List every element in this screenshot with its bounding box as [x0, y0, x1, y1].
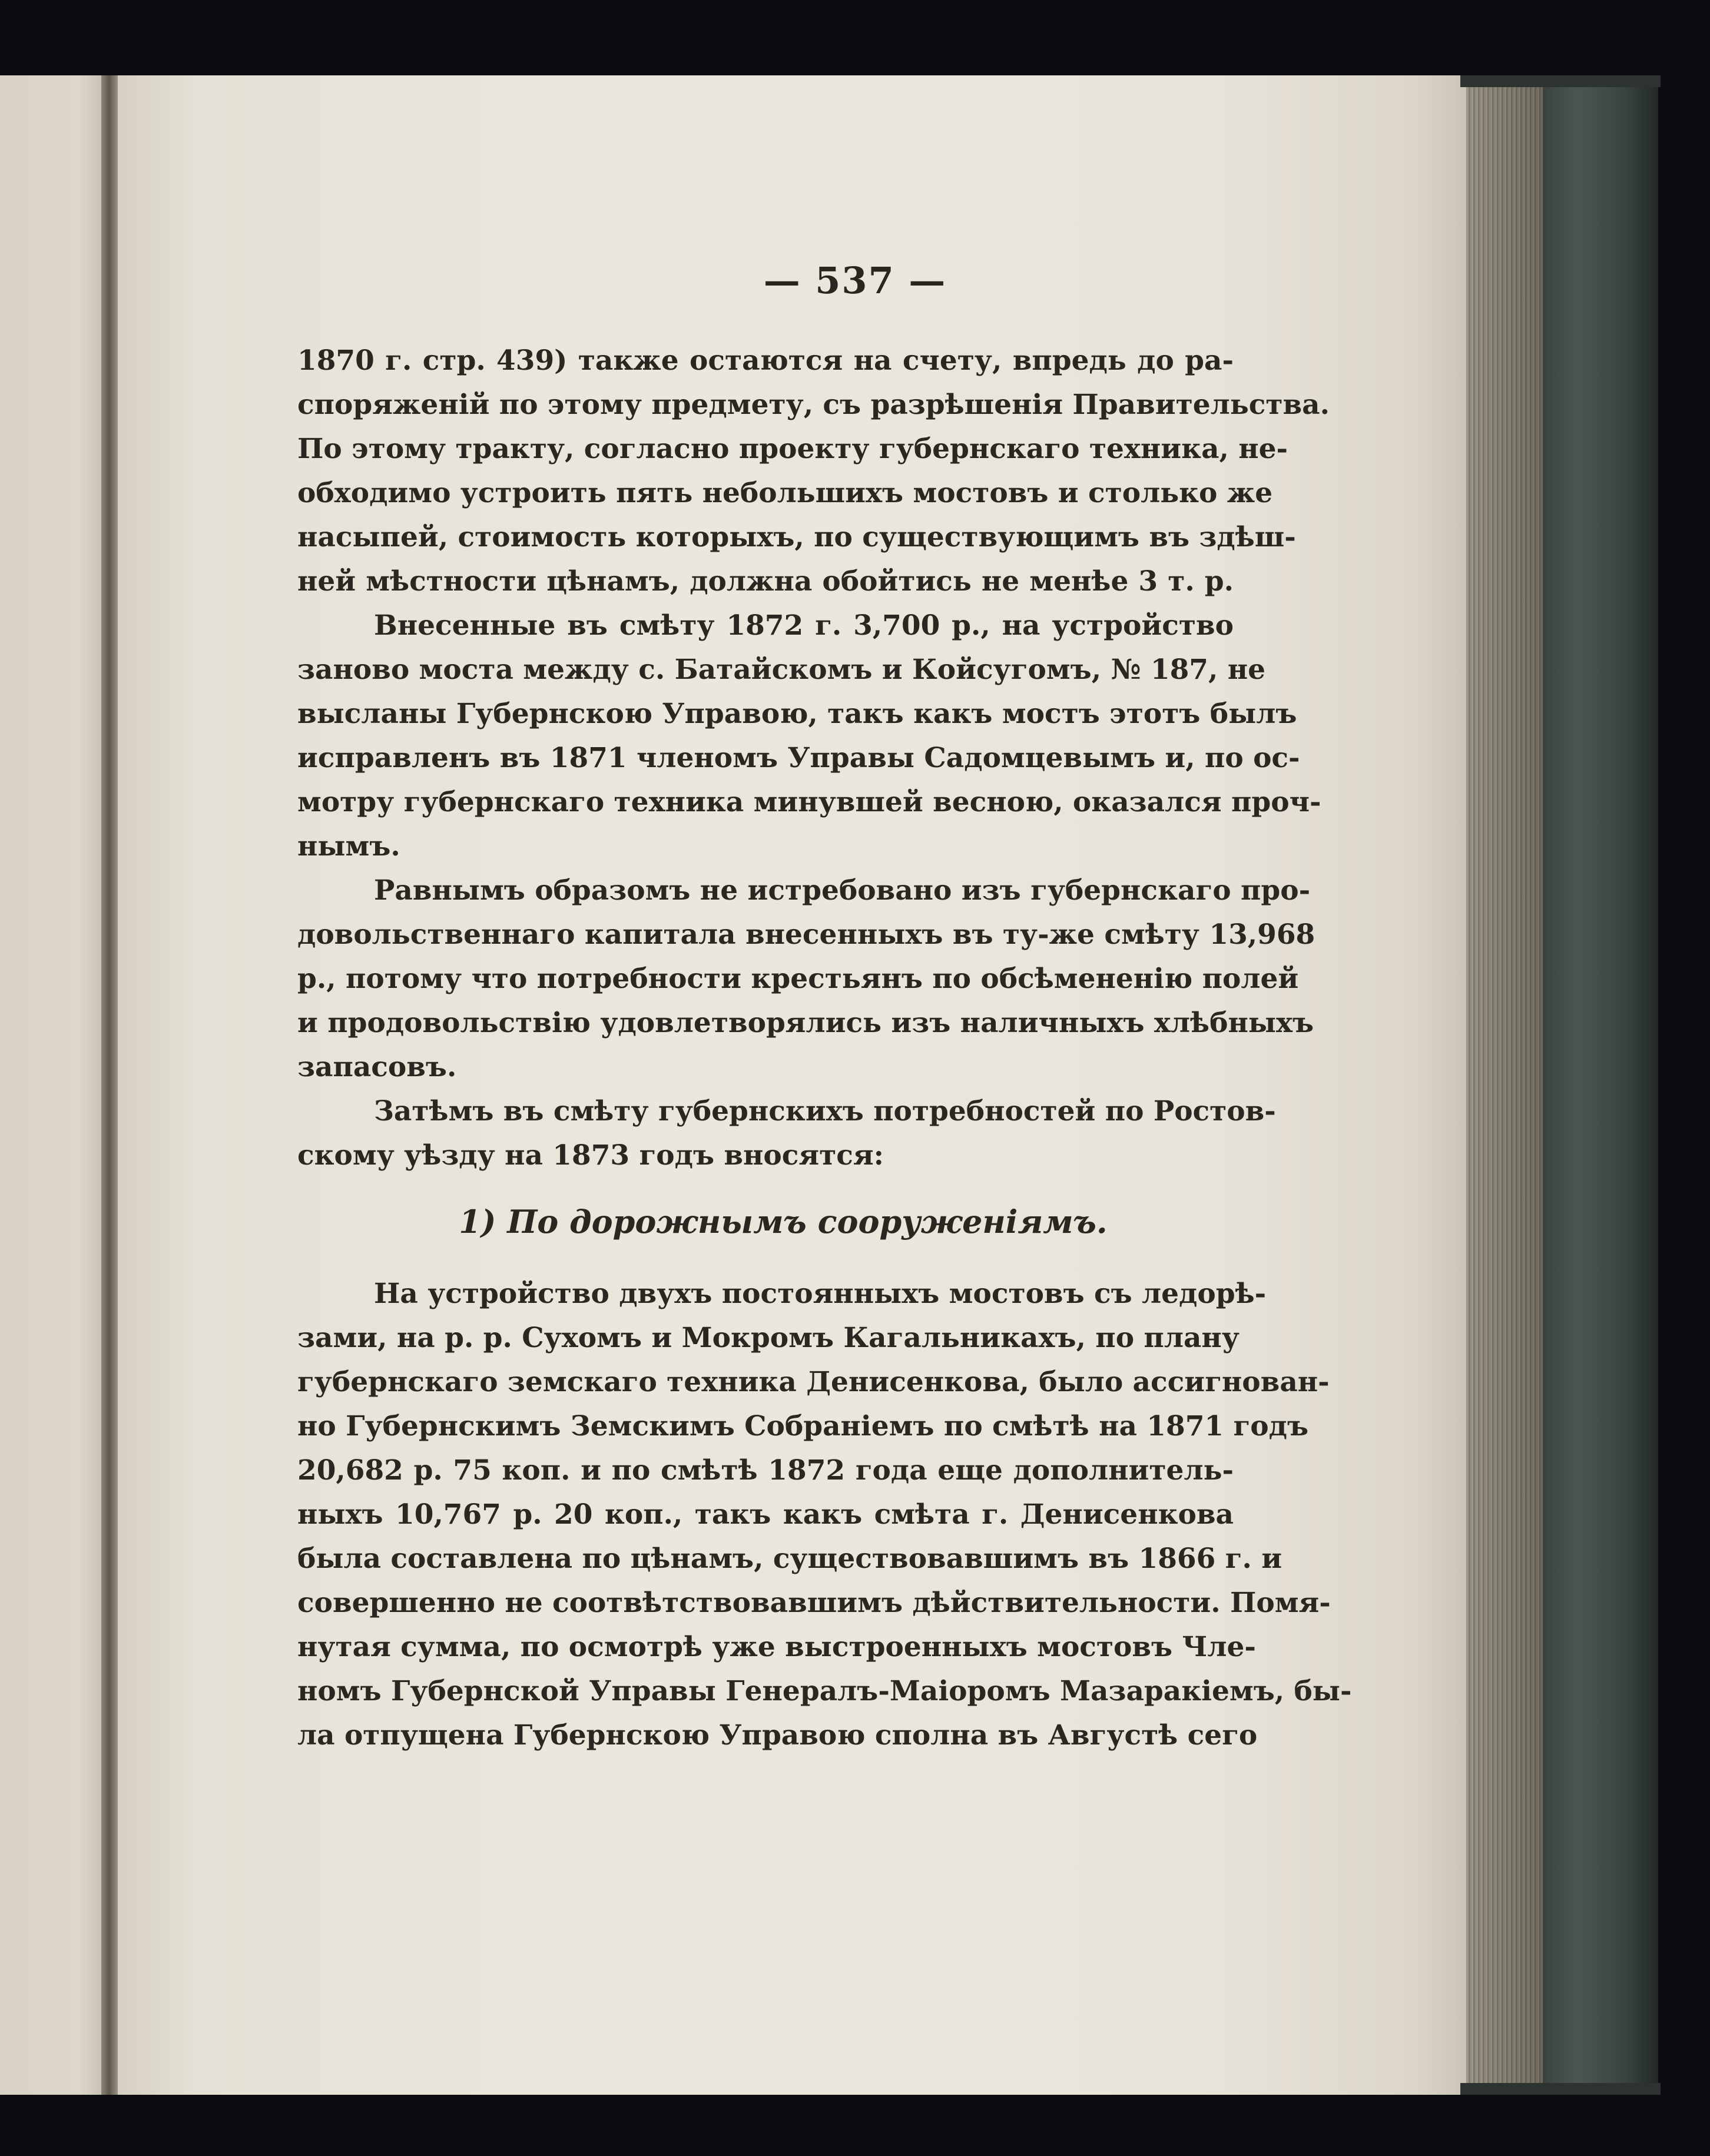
text-line: На устройство двухъ постоянныхъ мостовъ съ ледорѣ- — [374, 1278, 1267, 1310]
previous-page-edge — [0, 75, 112, 2095]
text-line: и продовольствію удовлетворялись изъ наличныхъ хлѣбныхъ — [297, 1007, 1314, 1039]
text-line: нутая сумма, по осмотрѣ уже выстроенныхъ мостовъ Чле- — [297, 1631, 1256, 1663]
section-heading: 1) По дорожнымъ сооруженіямъ. — [459, 1203, 1108, 1240]
cover-bottom-edge — [1460, 2083, 1661, 2095]
text-line: запасовъ. — [297, 1051, 457, 1083]
text-line: высланы Губернскою Управою, такъ какъ мостъ этотъ былъ — [297, 698, 1297, 730]
body-text — [297, 339, 1352, 1757]
text-line: ней мѣстности цѣнамъ, должна обойтись не менѣе 3 т. р. — [297, 565, 1234, 598]
text-line: р., потому что потребности крестьянъ по обсѣмененію полей — [297, 963, 1299, 995]
text-line: ла отпущена Губернскою Управою сполна въ Августѣ сего — [297, 1719, 1258, 1752]
book-gutter — [101, 75, 119, 2095]
text-line: насыпей, стоимость которыхъ, по существующимъ въ здѣш- — [297, 521, 1296, 553]
heading-spacer — [297, 1266, 1234, 1272]
text-line: 1870 г. стр. 439) также остаются на счету, впредь до ра- — [297, 344, 1234, 377]
text-line: исправленъ въ 1871 членомъ Управы Садомцевымъ и, по ос- — [297, 742, 1300, 774]
text-line: номъ Губернской Управы Генералъ-Маіоромъ Мазаракіемъ, бы- — [297, 1675, 1352, 1707]
text-line: довольственнаго капитала внесенныхъ въ ту-же смѣту 13,968 — [297, 918, 1315, 951]
page-number: — 537 — — [763, 259, 947, 302]
text-line: Равнымъ образомъ не истребовано изъ губернскаго про- — [374, 874, 1311, 907]
text-line: споряженій по этому предмету, съ разрѣшенія Правительства. — [297, 389, 1330, 421]
page-stack-shade — [1466, 75, 1543, 2095]
text-line: Внесенные въ смѣту 1872 г. 3,700 р., на устройство — [374, 609, 1234, 642]
text-line: По этому тракту, согласно проекту губернскаго техника, не- — [297, 433, 1288, 465]
text-line: заново моста между с. Батайскомъ и Койсугомъ, № 187, не — [297, 654, 1266, 686]
book-cover — [1543, 75, 1658, 2095]
text-line: зами, на р. р. Сухомъ и Мокромъ Кагальникахъ, по плану — [297, 1322, 1240, 1354]
text-line: нымъ. — [297, 830, 400, 863]
text-line: была составлена по цѣнамъ, существовавшимъ въ 1866 г. и — [297, 1543, 1282, 1575]
text-line: 20,682 р. 75 коп. и по смѣтѣ 1872 года еще дополнитель- — [297, 1454, 1234, 1487]
text-line: губернскаго земскаго техника Денисенкова, было ассигнован- — [297, 1366, 1330, 1398]
text-line: обходимо устроить пять небольшихъ мостовъ и столько же — [297, 477, 1273, 509]
text-line: совершенно не соотвѣтствовавшимъ дѣйствительности. Помя- — [297, 1587, 1331, 1619]
cover-top-edge — [1460, 75, 1661, 87]
text-line: скому уѣзду на 1873 годъ вносятся: — [297, 1139, 884, 1172]
text-line: но Губернскимъ Земскимъ Собраніемъ по смѣтѣ на 1871 годъ — [297, 1410, 1308, 1442]
text-line: ныхъ 10,767 р. 20 коп., такъ какъ смѣта г. Денисенкова — [297, 1498, 1234, 1531]
text-line: мотру губернскаго техника минувшей весною, оказался проч- — [297, 786, 1321, 818]
text-line: Затѣмъ въ смѣту губернскихъ потребностей по Ростов- — [374, 1095, 1276, 1127]
